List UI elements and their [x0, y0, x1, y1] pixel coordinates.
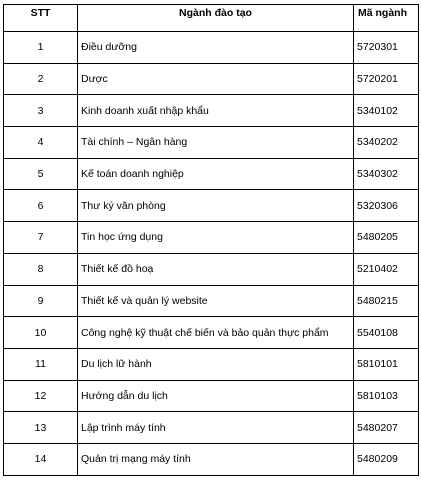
row-major: Thiết kế đồ hoạ [78, 253, 354, 285]
row-code: 5480215 [354, 285, 419, 317]
row-code: 5320306 [354, 190, 419, 222]
row-code: 5480207 [354, 412, 419, 444]
row-code: 5720301 [354, 32, 419, 64]
row-stt: 13 [4, 412, 78, 444]
header-stt: STT [4, 5, 78, 32]
row-major: Hướng dẫn du lịch [78, 380, 354, 412]
header-major: Ngành đào tạo [78, 5, 354, 32]
row-major: Thiết kế và quản lý website [78, 285, 354, 317]
table-row [4, 95, 419, 127]
header-code: Mã ngành [354, 5, 419, 32]
table-row [4, 317, 419, 349]
row-major: Điều dưỡng [78, 32, 354, 64]
row-major: Kế toán doanh nghiệp [78, 158, 354, 190]
table-row [4, 348, 419, 380]
table-row [4, 285, 419, 317]
table-row [4, 253, 419, 285]
table-header [4, 5, 419, 32]
row-stt: 4 [4, 127, 78, 159]
row-stt: 9 [4, 285, 78, 317]
row-stt: 8 [4, 253, 78, 285]
row-code: 5810101 [354, 348, 419, 380]
row-code: 5340202 [354, 127, 419, 159]
row-code: 5480205 [354, 222, 419, 254]
row-stt: 10 [4, 317, 78, 349]
table-row [4, 443, 419, 475]
table-row [4, 222, 419, 254]
row-stt: 2 [4, 63, 78, 95]
table-row [4, 380, 419, 412]
majors-table-container [3, 4, 419, 476]
row-stt: 3 [4, 95, 78, 127]
row-major: Công nghệ kỹ thuật chế biến và bảo quản thực phẩm [78, 317, 354, 349]
majors-table [3, 4, 419, 476]
row-major: Du lịch lữ hành [78, 348, 354, 380]
row-stt: 1 [4, 32, 78, 64]
row-stt: 6 [4, 190, 78, 222]
table-row [4, 32, 419, 64]
row-major: Tài chính – Ngân hàng [78, 127, 354, 159]
table-row [4, 158, 419, 190]
row-stt: 7 [4, 222, 78, 254]
header-row [4, 5, 419, 32]
row-code: 5720201 [354, 63, 419, 95]
row-major: Quản trị mạng máy tính [78, 443, 354, 475]
table-body [4, 32, 419, 476]
row-code: 5210402 [354, 253, 419, 285]
row-code: 5480209 [354, 443, 419, 475]
row-major: Dược [78, 63, 354, 95]
row-stt: 12 [4, 380, 78, 412]
table-row [4, 190, 419, 222]
row-stt: 5 [4, 158, 78, 190]
row-code: 5340102 [354, 95, 419, 127]
row-stt: 14 [4, 443, 78, 475]
row-code: 5810103 [354, 380, 419, 412]
table-row [4, 127, 419, 159]
row-major: Lập trình máy tính [78, 412, 354, 444]
row-major: Thư ký văn phòng [78, 190, 354, 222]
row-major: Kinh doanh xuất nhập khẩu [78, 95, 354, 127]
row-code: 5540108 [354, 317, 419, 349]
row-major: Tin học ứng dụng [78, 222, 354, 254]
row-stt: 11 [4, 348, 78, 380]
table-row [4, 412, 419, 444]
table-row [4, 63, 419, 95]
row-code: 5340302 [354, 158, 419, 190]
